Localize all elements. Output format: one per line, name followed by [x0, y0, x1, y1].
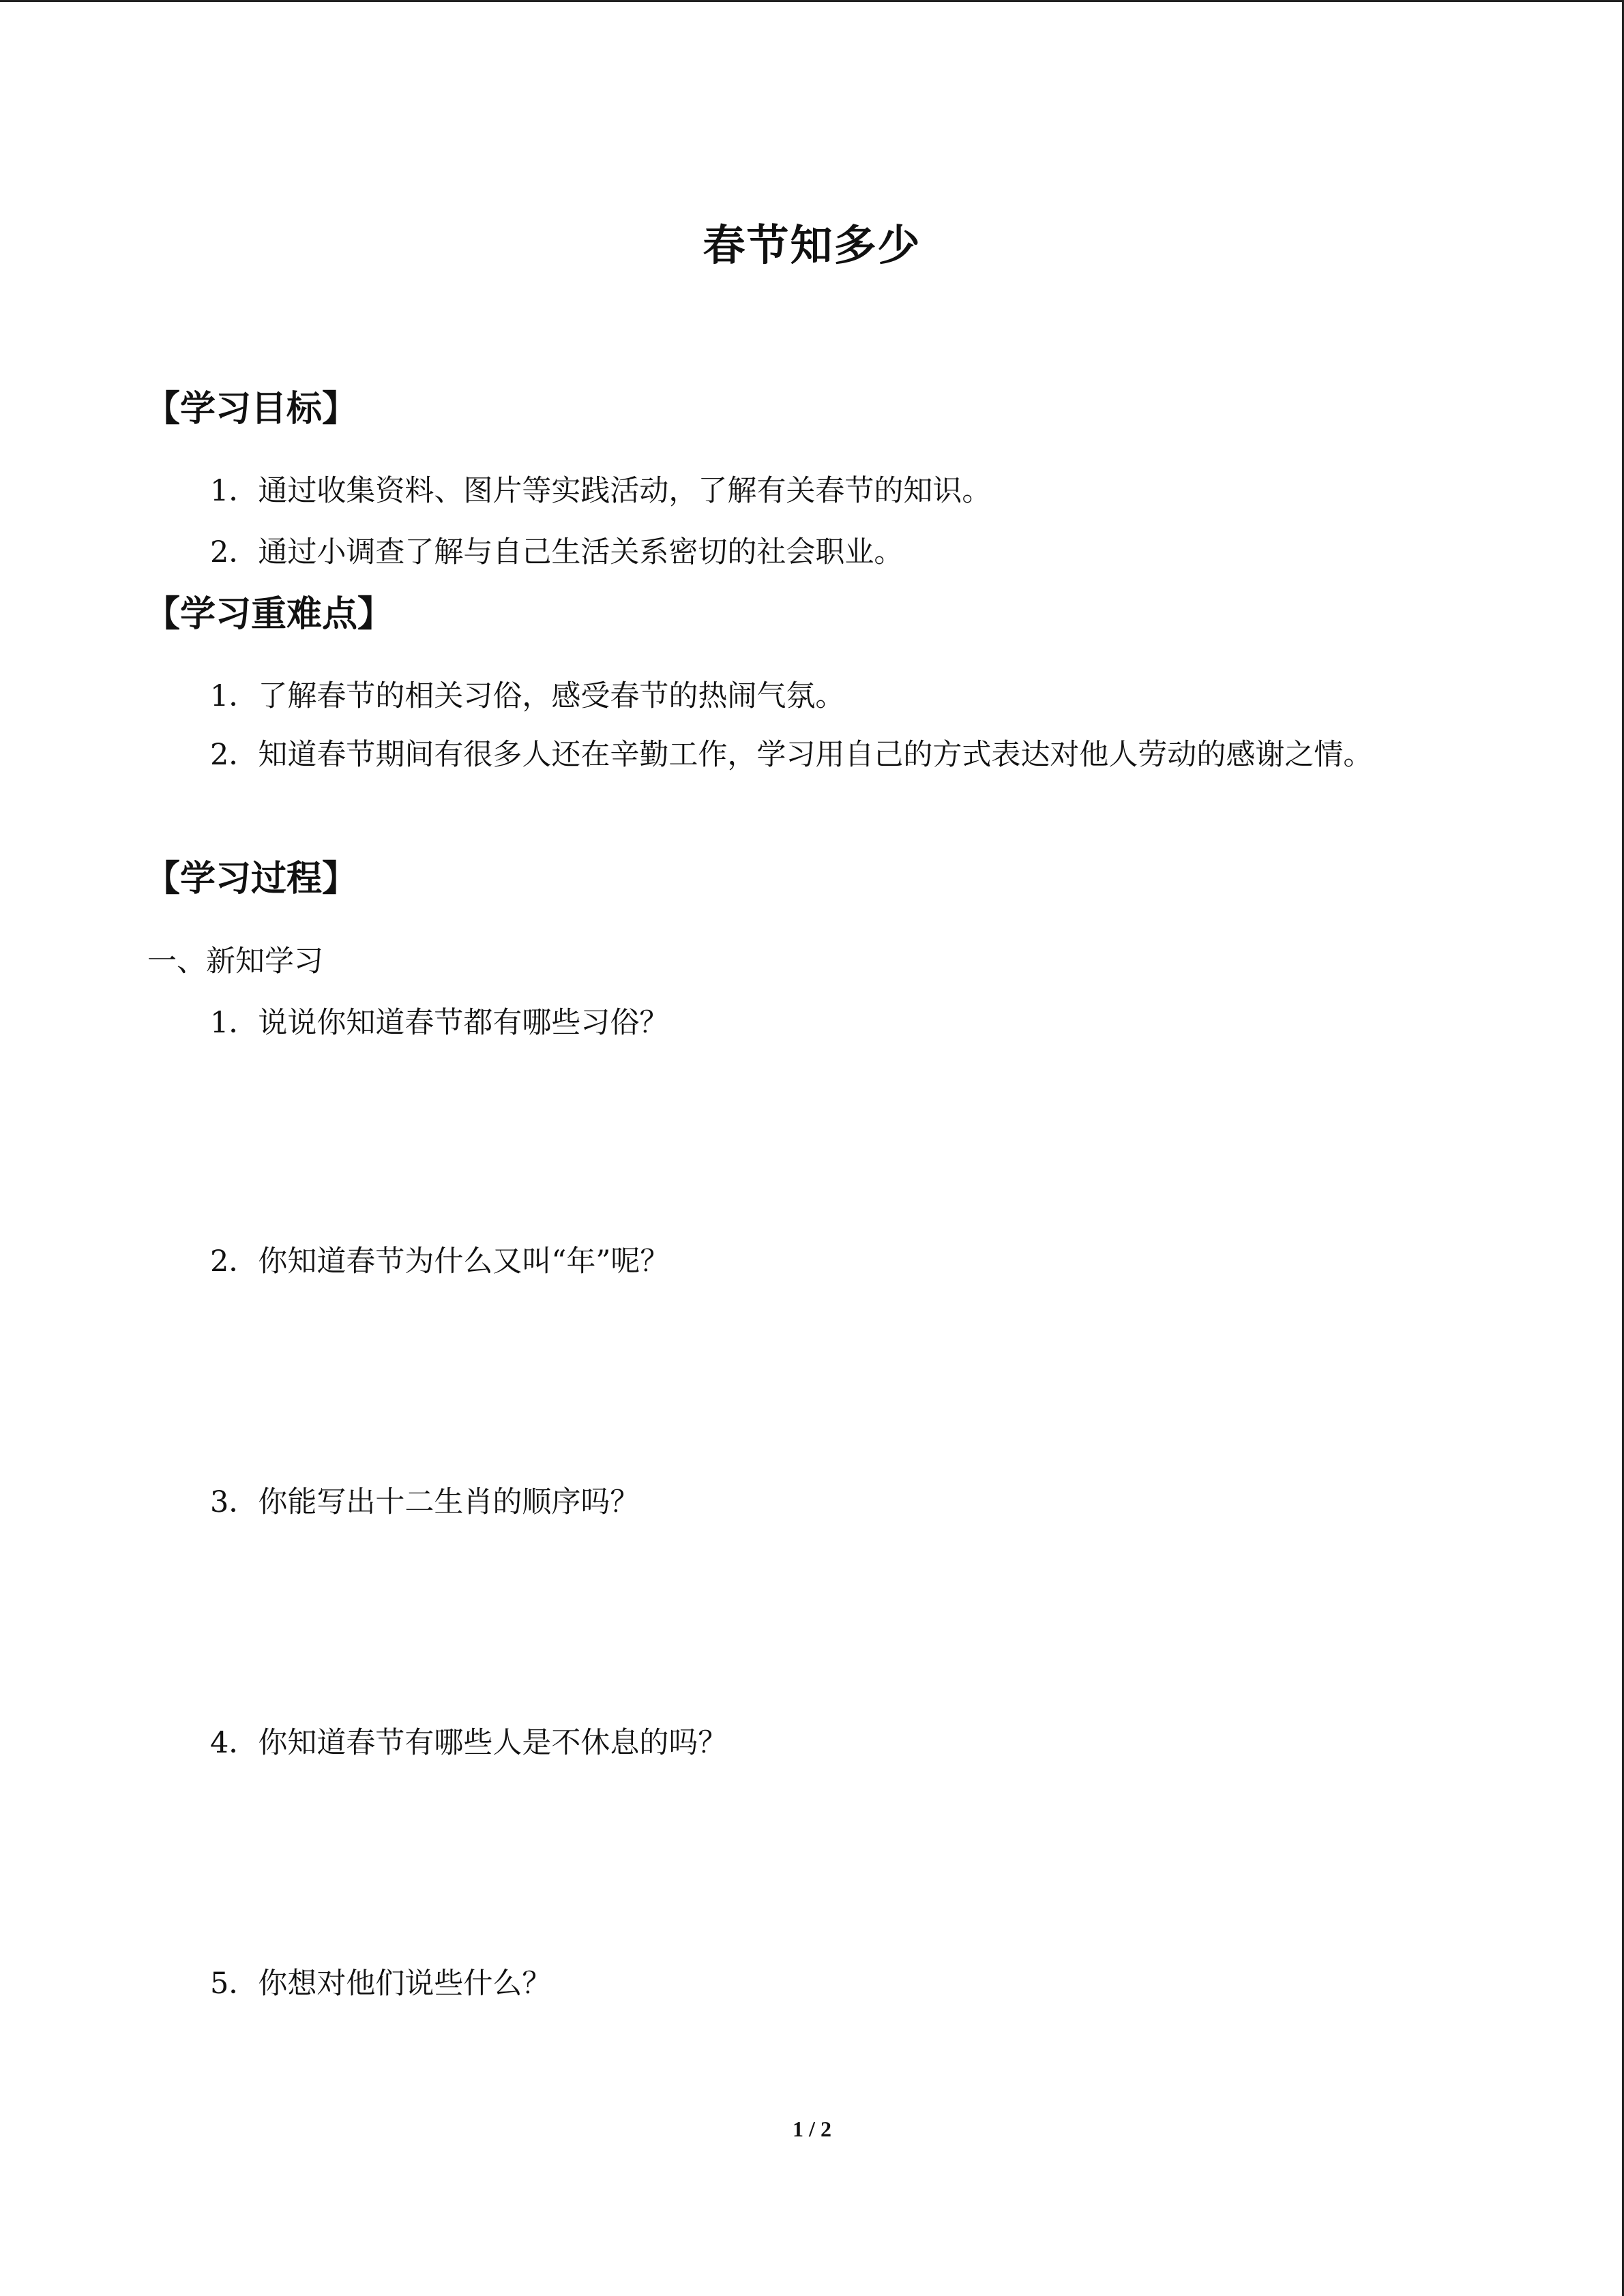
- heading-key-points: 【学习重难点】: [145, 594, 394, 635]
- document-title: 春节知多少: [703, 220, 921, 270]
- process-subheading: 一、新知学习: [147, 944, 323, 979]
- page-number: 1 / 2: [793, 2117, 831, 2141]
- key-point-item-2: 2．知道春节期间有很多人还在辛勤工作，学习用自己的方式表达对他人劳动的感谢之情。: [210, 738, 1373, 772]
- key-point-item-1: 1．了解春节的相关习俗，感受春节的热闹气氛。: [210, 679, 845, 713]
- question-3: 3．你能写出十二生肖的顺序吗？: [210, 1485, 640, 1519]
- question-5: 5．你想对他们说些什么？: [210, 1967, 552, 2001]
- heading-objectives: 【学习目标】: [145, 389, 358, 430]
- heading-process: 【学习过程】: [145, 859, 358, 899]
- question-1: 1．说说你知道春节都有哪些习俗？: [210, 1006, 669, 1040]
- question-4: 4．你知道春节有哪些人是不休息的吗？: [210, 1726, 728, 1760]
- objective-item-2: 2．通过小调查了解与自己生活关系密切的社会职业。: [210, 535, 904, 569]
- question-2: 2．你知道春节为什么又叫“年”呢？: [210, 1244, 670, 1279]
- objective-item-1: 1．通过收集资料、图片等实践活动，了解有关春节的知识。: [210, 474, 992, 508]
